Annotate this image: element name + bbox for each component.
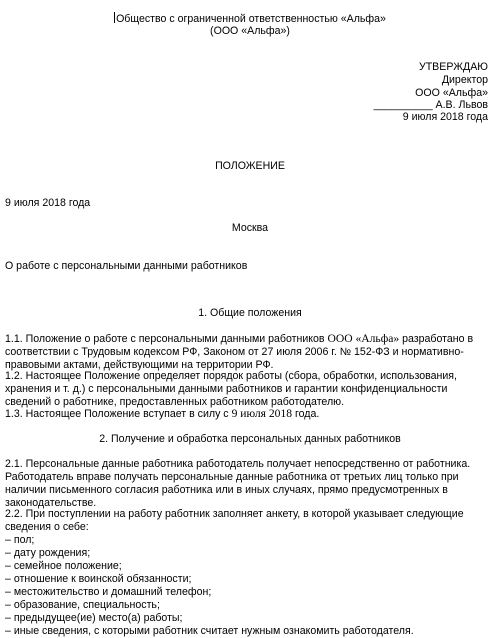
paragraph-line: хранения и т. д.) с персональными данными работников и гарантии конфиденциальности: [5, 383, 448, 395]
paragraph-text: 1.1. Положение о работе с персональными данными работников: [5, 333, 328, 345]
org-short-name: (ООО «Альфа»): [210, 25, 290, 37]
list-item: – дату рождения;: [5, 547, 91, 559]
list-item: – местожительство и домашний телефон;: [5, 586, 212, 598]
paragraph-text: года.: [292, 408, 320, 420]
paragraph-1-3: [5, 407, 495, 421]
document-subject: О работе с персональными данными работников: [5, 260, 248, 272]
text-cursor: [114, 12, 115, 23]
paragraph-1-2: [5, 370, 495, 409]
paragraph-1-1: [5, 332, 495, 372]
document-city: Москва: [231, 222, 269, 234]
list-item: – иные сведения, с которыми работник считает нужным ознакомить работодателя.: [5, 625, 414, 637]
paragraph-line: наличии письменного согласия работника или в иных случаях, прямо предусмотренных в: [5, 484, 448, 496]
org-full-name-text: Общество с ограниченной ответственностью «Альфа»: [116, 13, 386, 25]
org-full-name: [0, 12, 500, 26]
paragraph-line: сведений о работнике, предоставленных работником работодателю.: [5, 396, 345, 408]
list-item: – пол;: [5, 534, 35, 546]
list-item: – семейное положение;: [5, 560, 122, 572]
org-name-inline: ООО «Альфа»: [327, 332, 400, 345]
paragraph-2-2: [5, 508, 495, 534]
paragraph-line: [5, 332, 495, 346]
approval-org: ООО «Альфа»: [415, 87, 488, 99]
section2-heading: 2. Получение и обработка персональных данных работников: [99, 433, 401, 445]
paragraph-line: правовыми актами, действующими на территории РФ.: [5, 359, 274, 371]
effective-date-inline: 9 июля 2018: [231, 407, 293, 420]
approval-position: Директор: [441, 74, 488, 86]
paragraph-line: 2.1. Персональные данные работника работодатель получает непосредственно от работника.: [5, 458, 471, 470]
list-item: – образование, специальность;: [5, 599, 160, 611]
approval-title: УТВЕРЖДАЮ: [418, 61, 488, 73]
paragraph-text: 1.3. Настоящее Положение вступает в силу с: [5, 408, 232, 420]
paragraph-line: соответствии с Трудовым кодексом РФ, Законом от 27 июля 2006 г. № 152-ФЗ и нормативно-: [5, 346, 464, 358]
approval-date: 9 июля 2018 года: [402, 111, 488, 123]
list-item: – предыдущее(ие) место(а) работы;: [5, 612, 183, 624]
info-list: [5, 534, 495, 638]
paragraph-line: 1.2. Настоящее Положение определяет порядок работы (сбора, обработки, использования,: [5, 370, 457, 382]
paragraph-line: законодательстве.: [5, 497, 97, 509]
document-title: ПОЛОЖЕНИЕ: [215, 160, 285, 172]
paragraph-line: сведения о себе:: [5, 521, 89, 533]
document-date: 9 июля 2018 года: [5, 197, 91, 209]
approval-signature: __________ А.В. Львов: [373, 99, 488, 111]
paragraph-line: [5, 407, 495, 421]
paragraph-line: 2.2. При поступлении на работу работник заполняет анкету, в которой указывает следующие: [5, 508, 464, 520]
paragraph-text: разработано в: [399, 333, 474, 345]
paragraph-2-1: [5, 458, 495, 510]
section1-heading: 1. Общие положения: [198, 307, 302, 319]
paragraph-line: Работодатель вправе получать персональные данные работника от третьих лиц только при: [5, 471, 459, 483]
list-item: – отношение к воинской обязанности;: [5, 573, 192, 585]
